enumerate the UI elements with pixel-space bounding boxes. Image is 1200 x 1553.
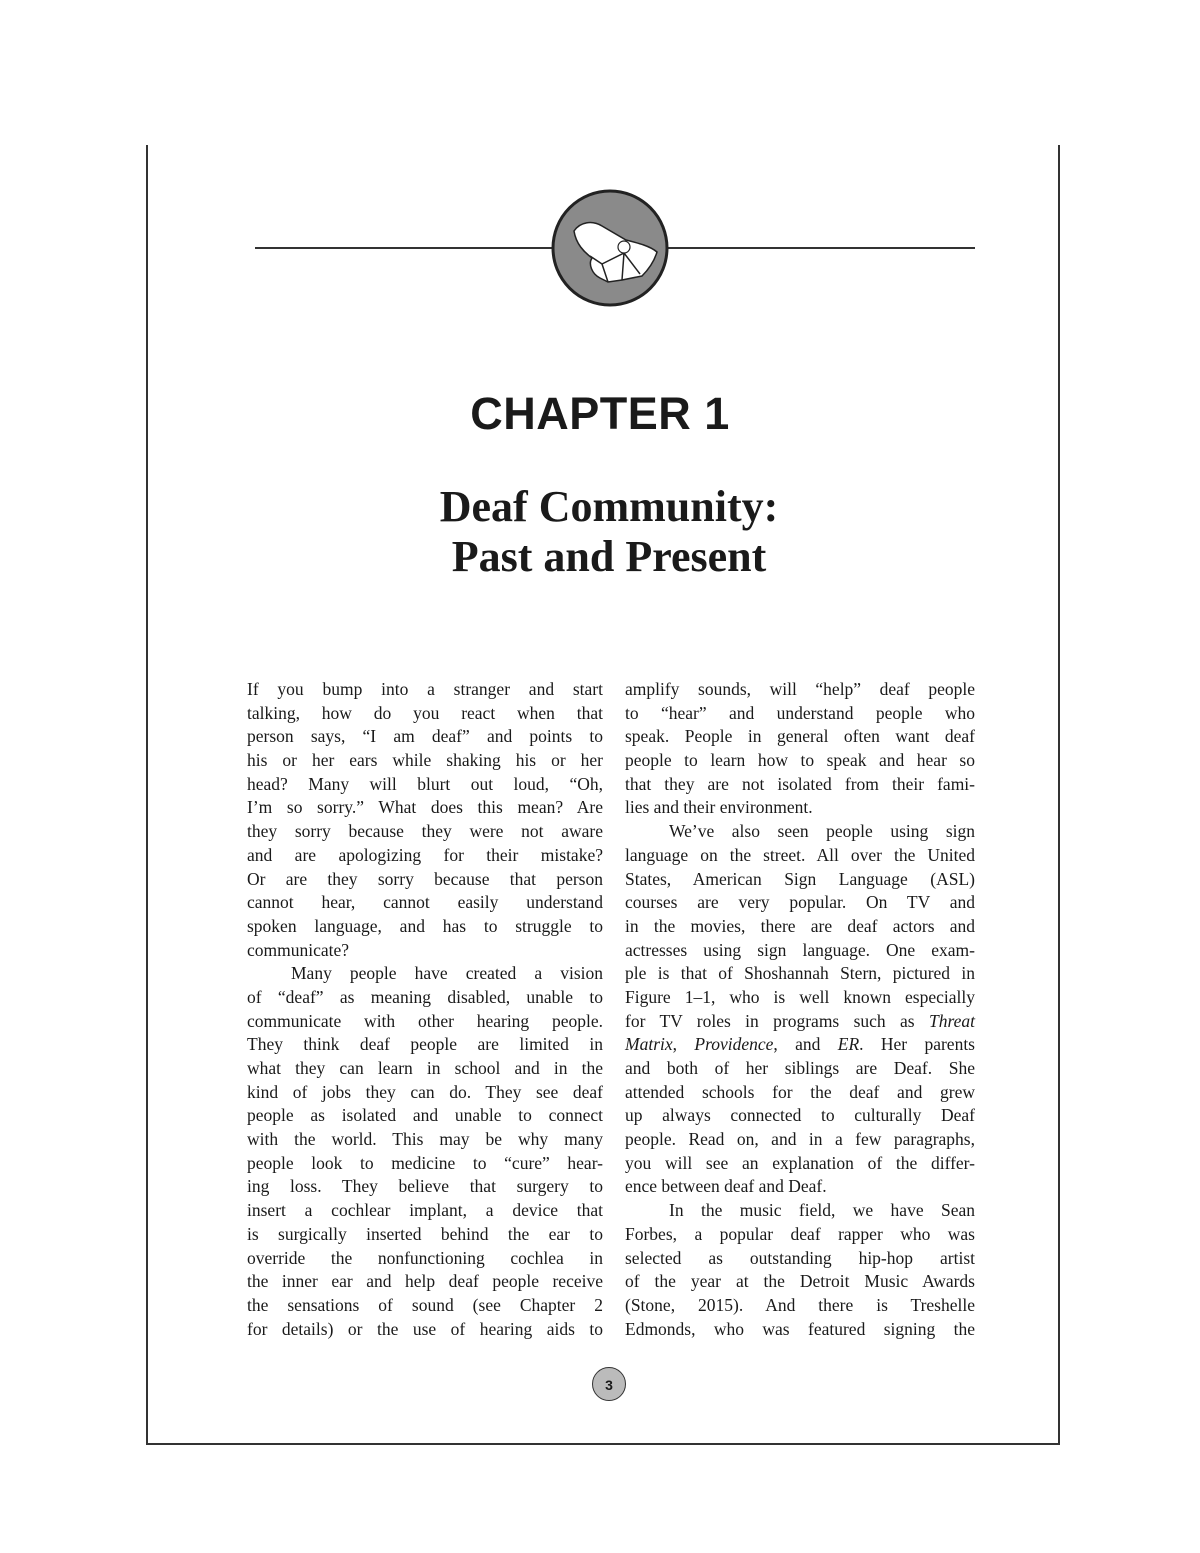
text-segment: In the music field, we have Sean [669, 1200, 975, 1221]
text-segment: amplify sounds, will “help” deaf people [625, 679, 975, 699]
text-line [625, 891, 975, 915]
text-segment: and both of her siblings are Deaf. She [625, 1058, 975, 1078]
text-line [247, 1128, 603, 1152]
text-segment: people as isolated and unable to connect [247, 1105, 603, 1126]
text-line [625, 1128, 975, 1152]
text-segment: spoken language, and has to struggle to [247, 915, 603, 936]
chapter-title [0, 482, 1200, 582]
text-segment: . Her parents [859, 1034, 975, 1055]
text-segment: insert a cochlear implant, a device that [247, 1200, 603, 1221]
text-line [247, 939, 603, 963]
text-segment: people look to medicine to “cure” hear- [247, 1152, 603, 1173]
text-line [247, 1057, 603, 1081]
text-segment: people to learn how to speak and hear so [625, 750, 975, 771]
text-line [625, 939, 975, 963]
text-line [247, 749, 603, 773]
text-segment: ple is that of Shoshannah Stern, pictured in [625, 963, 975, 984]
text-line [247, 678, 603, 702]
text-line [625, 773, 975, 797]
text-segment: actresses using sign language. One exam- [625, 939, 975, 960]
text-line [625, 796, 975, 820]
text-line [625, 1318, 975, 1342]
text-segment: lies and their environment. [625, 797, 813, 818]
page-frame-left [146, 145, 148, 1445]
text-line [247, 1199, 603, 1223]
chapter-title-line: Deaf Community: [439, 482, 779, 531]
text-segment: I’m so sorry.” What does this mean? Are [247, 797, 603, 818]
italic-title: Threat [928, 1010, 975, 1031]
italic-title: Providence [694, 1034, 774, 1055]
text-segment: We’ve also seen people using sign [669, 821, 975, 842]
text-line [625, 1175, 975, 1199]
text-segment: cannot hear, cannot easily understand [247, 892, 603, 913]
chapter-title-line: Past and Present [451, 532, 767, 581]
text-line [625, 1270, 975, 1294]
text-segment: is surgically inserted behind the ear to [247, 1223, 603, 1244]
text-segment: If you bump into a stranger and start [247, 679, 603, 699]
text-line [625, 844, 975, 868]
text-line [625, 678, 975, 702]
text-line [247, 1318, 603, 1342]
text-line [247, 868, 603, 892]
text-line [625, 915, 975, 939]
text-segment: that they are not isolated from their fami- [625, 773, 975, 794]
text-line [247, 915, 603, 939]
text-segment: what they can learn in school and in the [247, 1058, 603, 1078]
text-segment: States, American Sign Language (ASL) [625, 868, 975, 889]
text-segment: attended schools for the deaf and grew [625, 1081, 975, 1102]
text-line [247, 1081, 603, 1105]
text-line [625, 1199, 975, 1223]
text-segment: language on the street. All over the United [625, 844, 975, 865]
text-segment: people. Read on, and in a few paragraphs, [625, 1129, 975, 1150]
text-segment: communicate with other hearing people. [247, 1010, 603, 1031]
text-segment: selected as outstanding hip-hop artist [625, 1247, 975, 1268]
text-line [247, 891, 603, 915]
text-line [247, 796, 603, 820]
text-line [247, 1152, 603, 1176]
text-segment: Figure 1–1, who is well known especially [625, 986, 975, 1007]
text-segment: courses are very popular. On TV and [625, 892, 975, 913]
italic-title: ER [837, 1034, 860, 1055]
text-segment: the sensations of sound (see Chapter 2 [247, 1294, 603, 1315]
text-line [625, 1247, 975, 1271]
text-line [625, 962, 975, 986]
page-frame-bottom [146, 1443, 1060, 1445]
text-line [625, 1152, 975, 1176]
text-line [247, 725, 603, 749]
text-segment: override the nonfunctioning cochlea in [247, 1247, 603, 1268]
text-line [247, 962, 603, 986]
text-segment: to “hear” and understand people who [625, 702, 975, 723]
text-line [247, 1294, 603, 1318]
text-line [625, 1104, 975, 1128]
italic-title: Matrix [625, 1034, 673, 1055]
text-line [625, 1223, 975, 1247]
text-line [247, 1247, 603, 1271]
text-line [625, 1081, 975, 1105]
text-line [247, 820, 603, 844]
text-segment: of the year at the Detroit Music Awards [625, 1271, 975, 1292]
text-segment: , [672, 1034, 695, 1055]
text-line [625, 1033, 975, 1057]
text-segment: talking, how do you react when that [247, 702, 603, 723]
text-line [625, 1294, 975, 1318]
text-line [625, 986, 975, 1010]
chapter-number: CHAPTER 1 [470, 388, 730, 439]
text-segment: (Stone, 2015). And there is Treshelle [625, 1294, 975, 1315]
text-segment: , and [773, 1034, 838, 1055]
text-line [247, 1033, 603, 1057]
text-segment: Forbes, a popular deaf rapper who was [625, 1223, 975, 1244]
text-segment: they sorry because they were not aware [247, 821, 603, 842]
text-line [625, 725, 975, 749]
text-line [247, 986, 603, 1010]
text-segment: of “deaf” as meaning disabled, unable to [247, 986, 603, 1007]
body-column-right [625, 678, 975, 1341]
text-segment: his or her ears while shaking his or her [247, 750, 603, 771]
text-segment: person says, “I am deaf” and points to [247, 726, 603, 747]
text-line [625, 820, 975, 844]
text-segment: ence between deaf and Deaf. [625, 1176, 827, 1197]
text-line [247, 1270, 603, 1294]
text-segment: communicate? [247, 939, 350, 960]
butterfly-icon [550, 188, 670, 308]
text-segment: you will see an explanation of the differ- [625, 1152, 975, 1173]
text-segment: Or are they sorry because that person [247, 868, 603, 889]
text-line [247, 1175, 603, 1199]
body-column-left [247, 678, 603, 1341]
text-line [625, 1010, 975, 1034]
text-segment: the inner ear and help deaf people receive [247, 1271, 603, 1292]
text-line [247, 1223, 603, 1247]
text-segment: for details) or the use of hearing aids to [247, 1318, 603, 1339]
text-line [625, 749, 975, 773]
text-segment: Edmonds, who was featured signing the [625, 1318, 975, 1339]
text-segment: They think deaf people are limited in [247, 1034, 603, 1055]
text-segment: speak. People in general often want deaf [625, 726, 975, 747]
text-line [247, 773, 603, 797]
text-segment: head? Many will blurt out loud, “Oh, [247, 773, 603, 794]
text-segment: for TV roles in programs such as [625, 1010, 929, 1031]
text-line [247, 702, 603, 726]
text-segment: Many people have created a vision [291, 963, 603, 984]
text-line [625, 868, 975, 892]
text-line [247, 844, 603, 868]
text-segment: and are apologizing for their mistake? [247, 844, 603, 865]
text-line [247, 1104, 603, 1128]
text-segment: up always connected to culturally Deaf [625, 1105, 975, 1126]
text-segment: in the movies, there are deaf actors and [625, 915, 975, 936]
text-line [625, 1057, 975, 1081]
text-line [625, 702, 975, 726]
text-segment: kind of jobs they can do. They see deaf [247, 1081, 603, 1102]
text-segment: with the world. This may be why many [247, 1129, 603, 1150]
text-segment: ing loss. They believe that surgery to [247, 1176, 603, 1197]
text-line [247, 1010, 603, 1034]
page-number: 3 [592, 1367, 626, 1401]
page-frame-right [1058, 145, 1060, 1445]
